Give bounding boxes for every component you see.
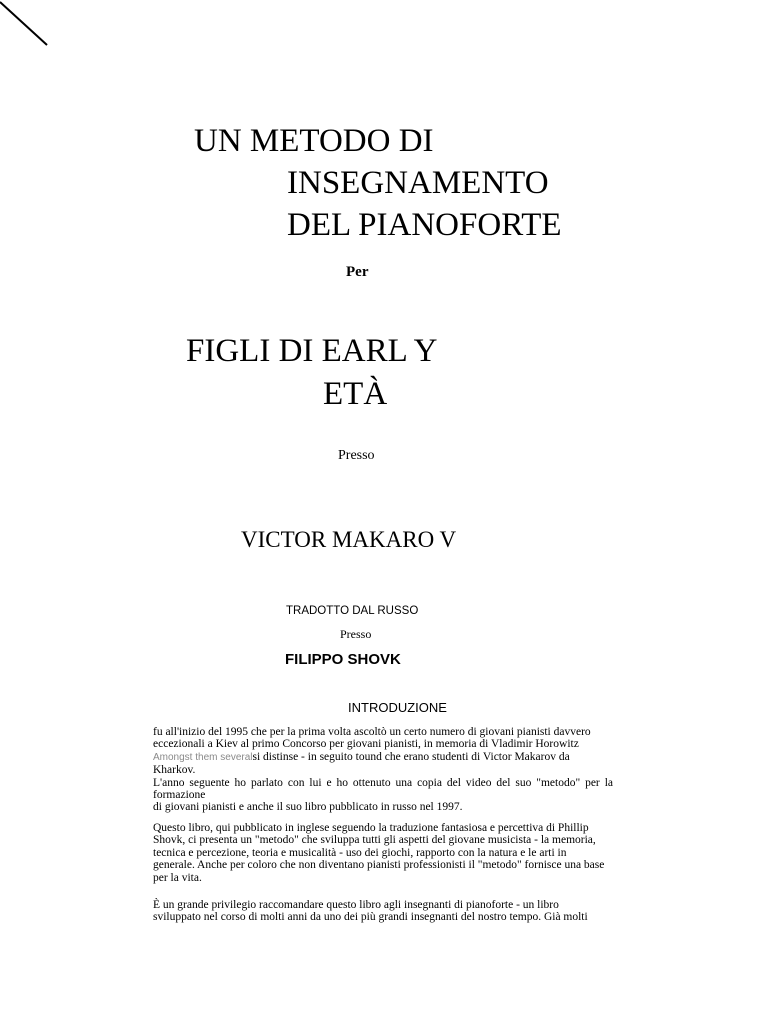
per-label: Per [346, 264, 369, 280]
paragraph-1 [153, 726, 613, 814]
paragraph-line: sviluppato nel corso di molti anni da uno dei più grandi insegnanti del nostro tempo. Già molti [153, 911, 588, 924]
overlay-text: Amongst them several [153, 751, 253, 763]
subtitle-line-2: ETÀ [323, 376, 388, 412]
subtitle-line-1: FIGLI DI EARL Y [186, 333, 438, 369]
paragraph-3 [153, 899, 613, 924]
intro-heading: INTRODUZIONE [348, 700, 447, 715]
paragraph-line: L'anno seguente ho parlato con lui e ho ottenuto una copia del video del suo "metodo" per la formazione [153, 776, 613, 802]
paragraph-line: Kharkov. [153, 764, 196, 777]
corner-fold-line [0, 0, 60, 60]
paragraph-line: Amongst them severalsi distinse - in seguito tound che erano studenti di Victor Makarov da [153, 750, 570, 763]
paragraph-line: generale. Anche per coloro che non diventano pianisti professionisti il "metodo" fornisce una base [153, 859, 605, 872]
presso-label-2: Presso [340, 627, 372, 641]
paragraph-line: È un grande privilegio raccomandare questo libro agli insegnanti di pianoforte - un libro [153, 899, 559, 911]
title-line-1: UN METODO DI [194, 123, 434, 159]
translator-name: FILIPPO SHOVK [285, 651, 401, 668]
title-line-2: INSEGNAMENTO [287, 165, 549, 201]
translated-label: TRADOTTO DAL RUSSO [286, 605, 419, 617]
paragraph-line: eccezionali a Kiev al primo Concorso per giovani pianisti, in memoria di Vladimir Horowitz [153, 738, 579, 751]
paragraph-2 [153, 822, 613, 884]
presso-label: Presso [338, 448, 375, 463]
author-name: VICTOR MAKARO V [241, 527, 457, 552]
title-line-3: DEL PIANOFORTE [287, 207, 562, 243]
paragraph-line: per la vita. [153, 871, 202, 884]
paragraph-line: tecnica e percezione, teoria e musicalità - uso dei giochi, rapporto con la natura e le arti in [153, 846, 567, 859]
paragraph-line: di giovani pianisti e anche il suo libro pubblicato in russo nel 1997. [153, 801, 463, 814]
paragraph-line: fu all'inizio del 1995 che per la prima volta ascoltò un certo numero di giovani pianisti davvero [153, 726, 591, 738]
paragraph-line: Questo libro, qui pubblicato in inglese seguendo la traduzione fantasiosa e percettiva di Phillip [153, 822, 589, 834]
paragraph-line: Shovk, ci presenta un "metodo" che sviluppa tutti gli aspetti del giovane musicista - la memoria, [153, 834, 596, 847]
